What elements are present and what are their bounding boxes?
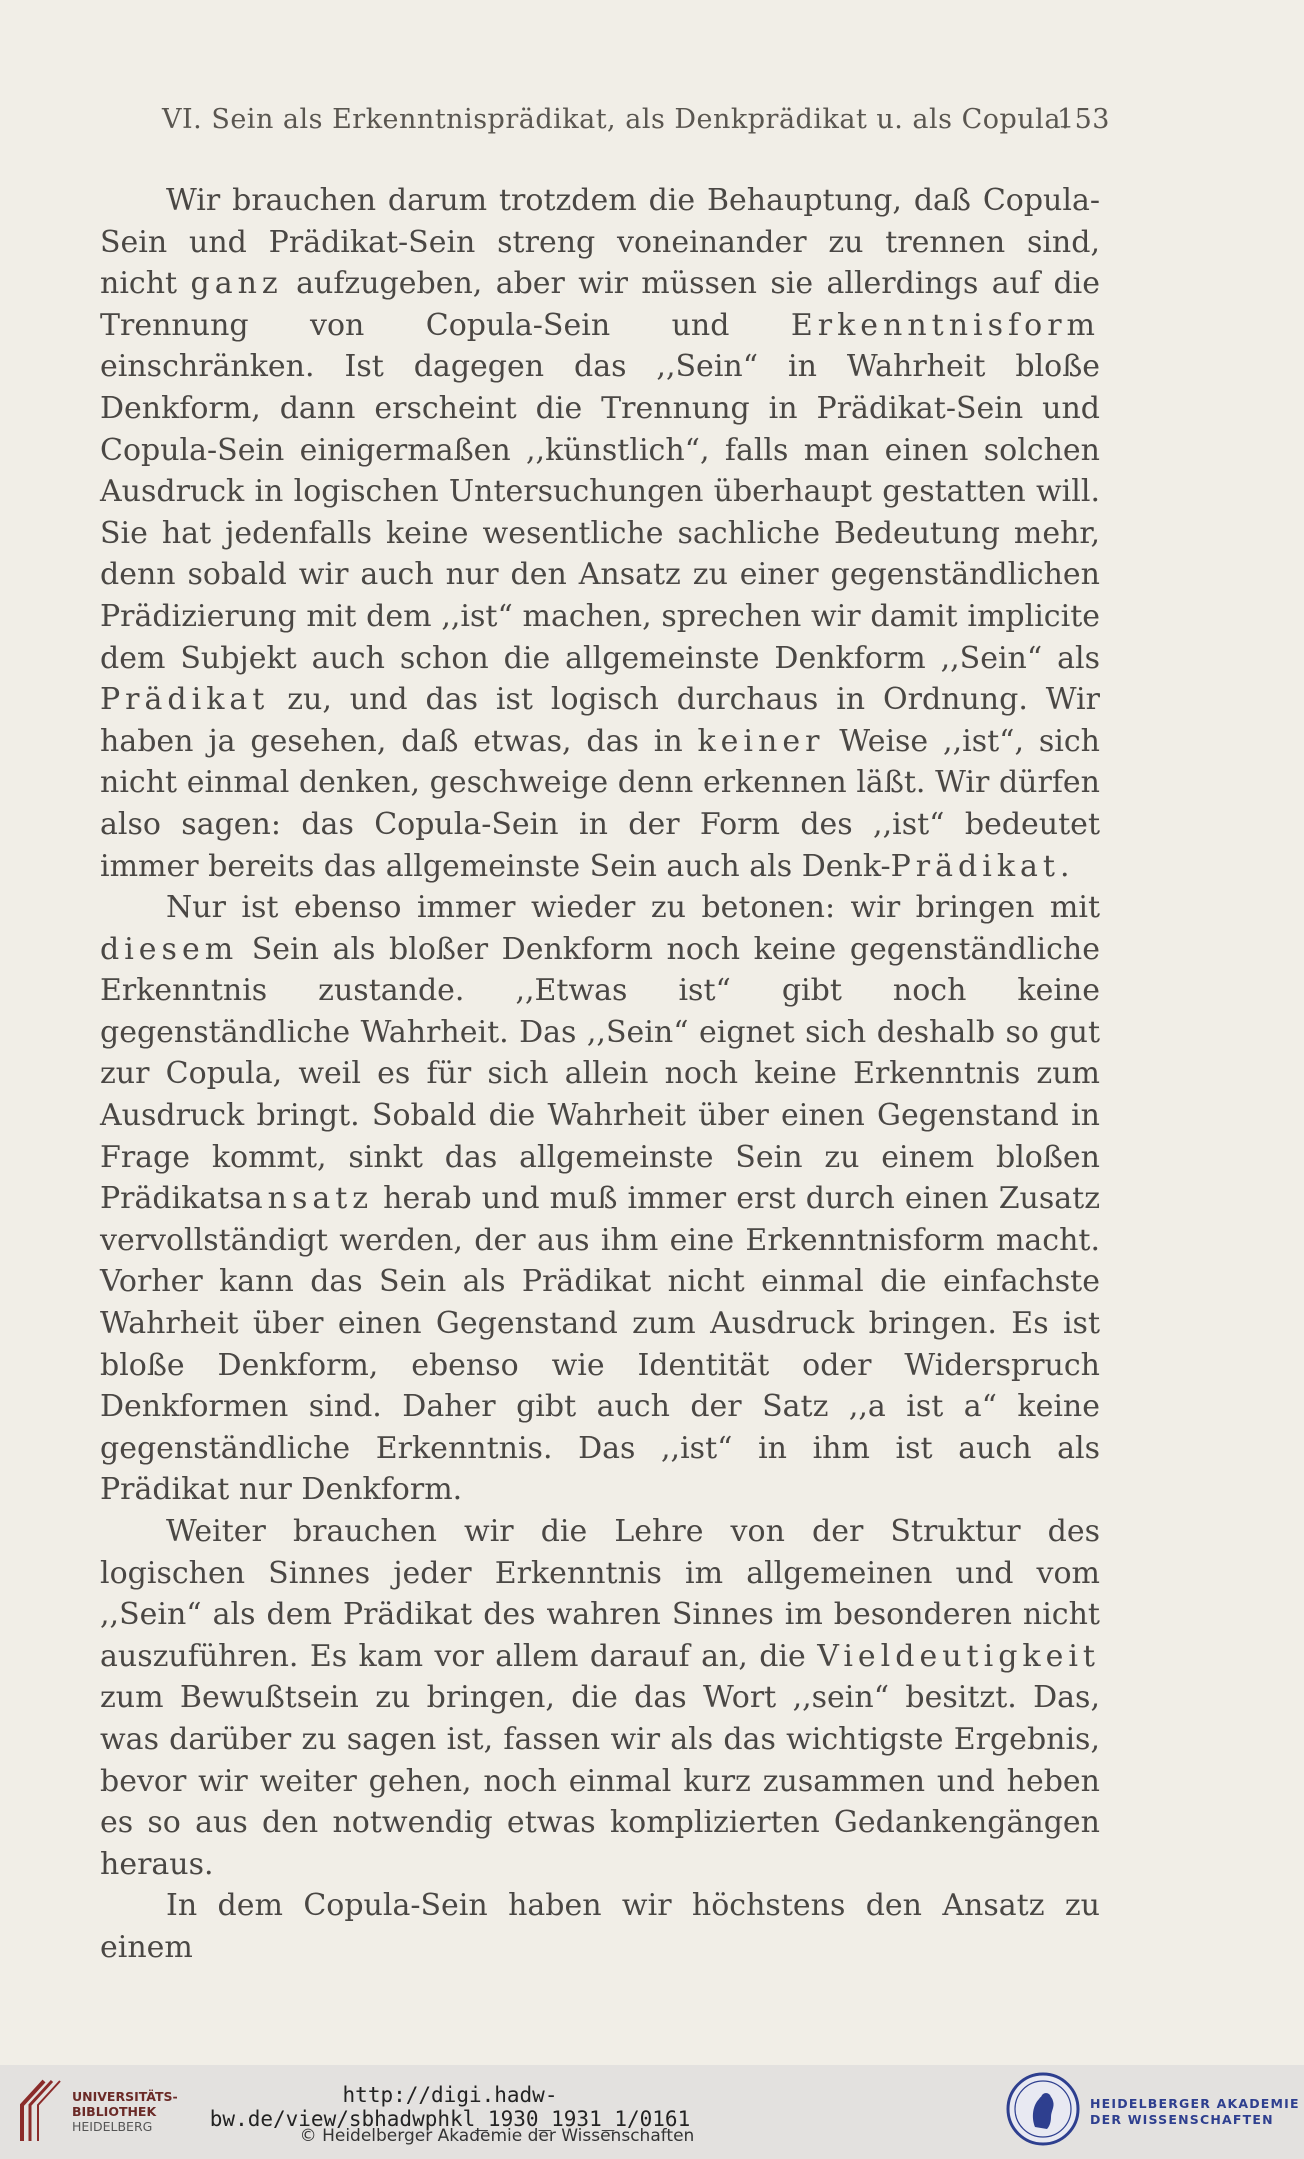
spaced-emphasis: keiner [697,723,825,759]
paragraph-2 [100,887,1100,1511]
body-text [100,180,1100,1969]
text-run: herab und muß immer erst durch einen Zusatz vervollständigt werden, der aus ihm eine Erkenntnisform macht. Vorher kann das Sein als Prädikat nicht einmal die einfachste Wahrheit über einen Gegenstand zum Ausdruck bringen. Es ist bloße Denkform, ebenso wie Identität oder Widerspruch Denkformen sind. Daher gibt auch der Satz ,,a ist a“ keine gegenständliche Erkenntnis. Das ,,ist“ in ihm ist auch als Prädikat nur Denkform. [100,1181,1100,1508]
copyright-notice: © Heidelberger Akademie der Wissenschaften [299,2126,695,2146]
text-run: aufzugeben, aber wir müssen sie allerdings auf die Trennung von Copula-Sein und [100,266,1100,343]
paragraph-3 [100,1511,1100,1885]
university-line: UNIVERSITÄTS- [72,2089,178,2104]
academy-line: DER WISSENSCHAFTEN [1090,2112,1274,2127]
footer-bar [0,2065,1304,2159]
spaced-emphasis: diesem [100,931,239,967]
university-library-name [72,2089,178,2134]
university-library-logo-icon[interactable] [14,2077,62,2145]
spaced-emphasis: Prädikat [890,848,1060,884]
text-run: Weiter brauchen wir die Lehre von der Struktur des logischen Sinnes jeder Erkenntnis im allgemeinen und vom ,,Sein“ als dem Prädikat des wahren Sinnes im besonderen nicht auszuführen. Es kam vor allem darauf an, die [100,1514,1100,1674]
spaced-emphasis: Vieldeutigkeit [817,1638,1100,1674]
paragraph-4: In dem Copula-Sein haben wir höchstens den Ansatz zu einem [100,1888,1100,1965]
text-run: einschränken. Ist dagegen das ,,Sein“ in Wahrheit bloße Denkform, dann erscheint die Trennung in Prädikat-Sein und Copula-Sein einigermaßen ,,künstlich“, falls man einen solchen Ausdruck in logischen Untersuchungen überhaupt gestatten will. Sie hat jedenfalls keine wesentliche sachliche Bedeutung mehr, denn sobald wir auch nur den Ansatz zu einer gegenständlichen Prädizierung mit dem ,,ist“ machen, sprechen wir damit implicite dem Subjekt auch schon die allgemeinste Denkform ,,Sein“ als [100,349,1100,676]
spaced-emphasis: Prädikat [100,682,270,718]
university-line: HEIDELBERG [72,2119,153,2134]
text-run: . [1059,848,1070,884]
text-run: Nur ist ebenso immer wieder zu betonen: wir bringen mit [166,890,1100,926]
permalink-url[interactable]: http://digi.hadw-bw.de/view/sbhadwphkl_1930_1931_1/0161 [209,2083,691,2131]
page-number: 153 [1056,104,1110,135]
text-run: zum Bewußtsein zu bringen, die das Wort ,,sein“ besitzt. Das, was darüber zu sagen ist, fassen wir als das wichtigste Ergebnis, bevor wir weiter gehen, noch einmal kurz zusammen und heben es so aus den notwendig etwas komplizierten Gedankengängen heraus. [100,1680,1100,1882]
spaced-emphasis: Erkenntnisform [790,307,1100,343]
university-line: BIBLIOTHEK [72,2104,157,2119]
academy-name [1090,2096,1300,2128]
academy-seal-icon[interactable] [1005,2071,1081,2147]
text-run: zu, und das ist logisch durchaus in Ordnung. Wir haben ja gesehen, daß etwas, das in [100,682,1100,759]
text-run: Wir brauchen darum trotzdem die Behauptung, daß Copula-Sein und Prädikat-Sein streng voneinander zu trennen sind, nicht [100,183,1100,302]
chapter-title: VI. Sein als Erkenntnisprädikat, als Denkprädikat u. als Copula. [162,104,1070,135]
text-run: Weise ,,ist“, sich nicht einmal denken, geschweige denn erkennen läßt. Wir dürfen also sagen: das Copula-Sein in der Form des ,,ist“ bedeutet immer bereits das allgemeinste Sein auch als Denk- [100,723,1100,884]
paragraph-1 [100,180,1100,887]
academy-line: HEIDELBERGER AKADEMIE [1090,2096,1300,2111]
spaced-emphasis: ansatz [244,1181,374,1217]
spaced-emphasis: ganz [190,266,283,302]
text-run: Sein als bloßer Denkform noch keine gegenständliche Erkenntnis zustande. ,,Etwas ist“ gibt noch keine gegenständliche Wahrheit. Das ,,Sein“ eignet sich deshalb so gut zur Copula, weil es für sich allein noch keine Erkenntnis zum Ausdruck bringt. Sobald die Wahrheit über einen Gegenstand in Frage kommt, sinkt das allgemeinste Sein zu einem bloßen Prädikats [100,931,1100,1217]
